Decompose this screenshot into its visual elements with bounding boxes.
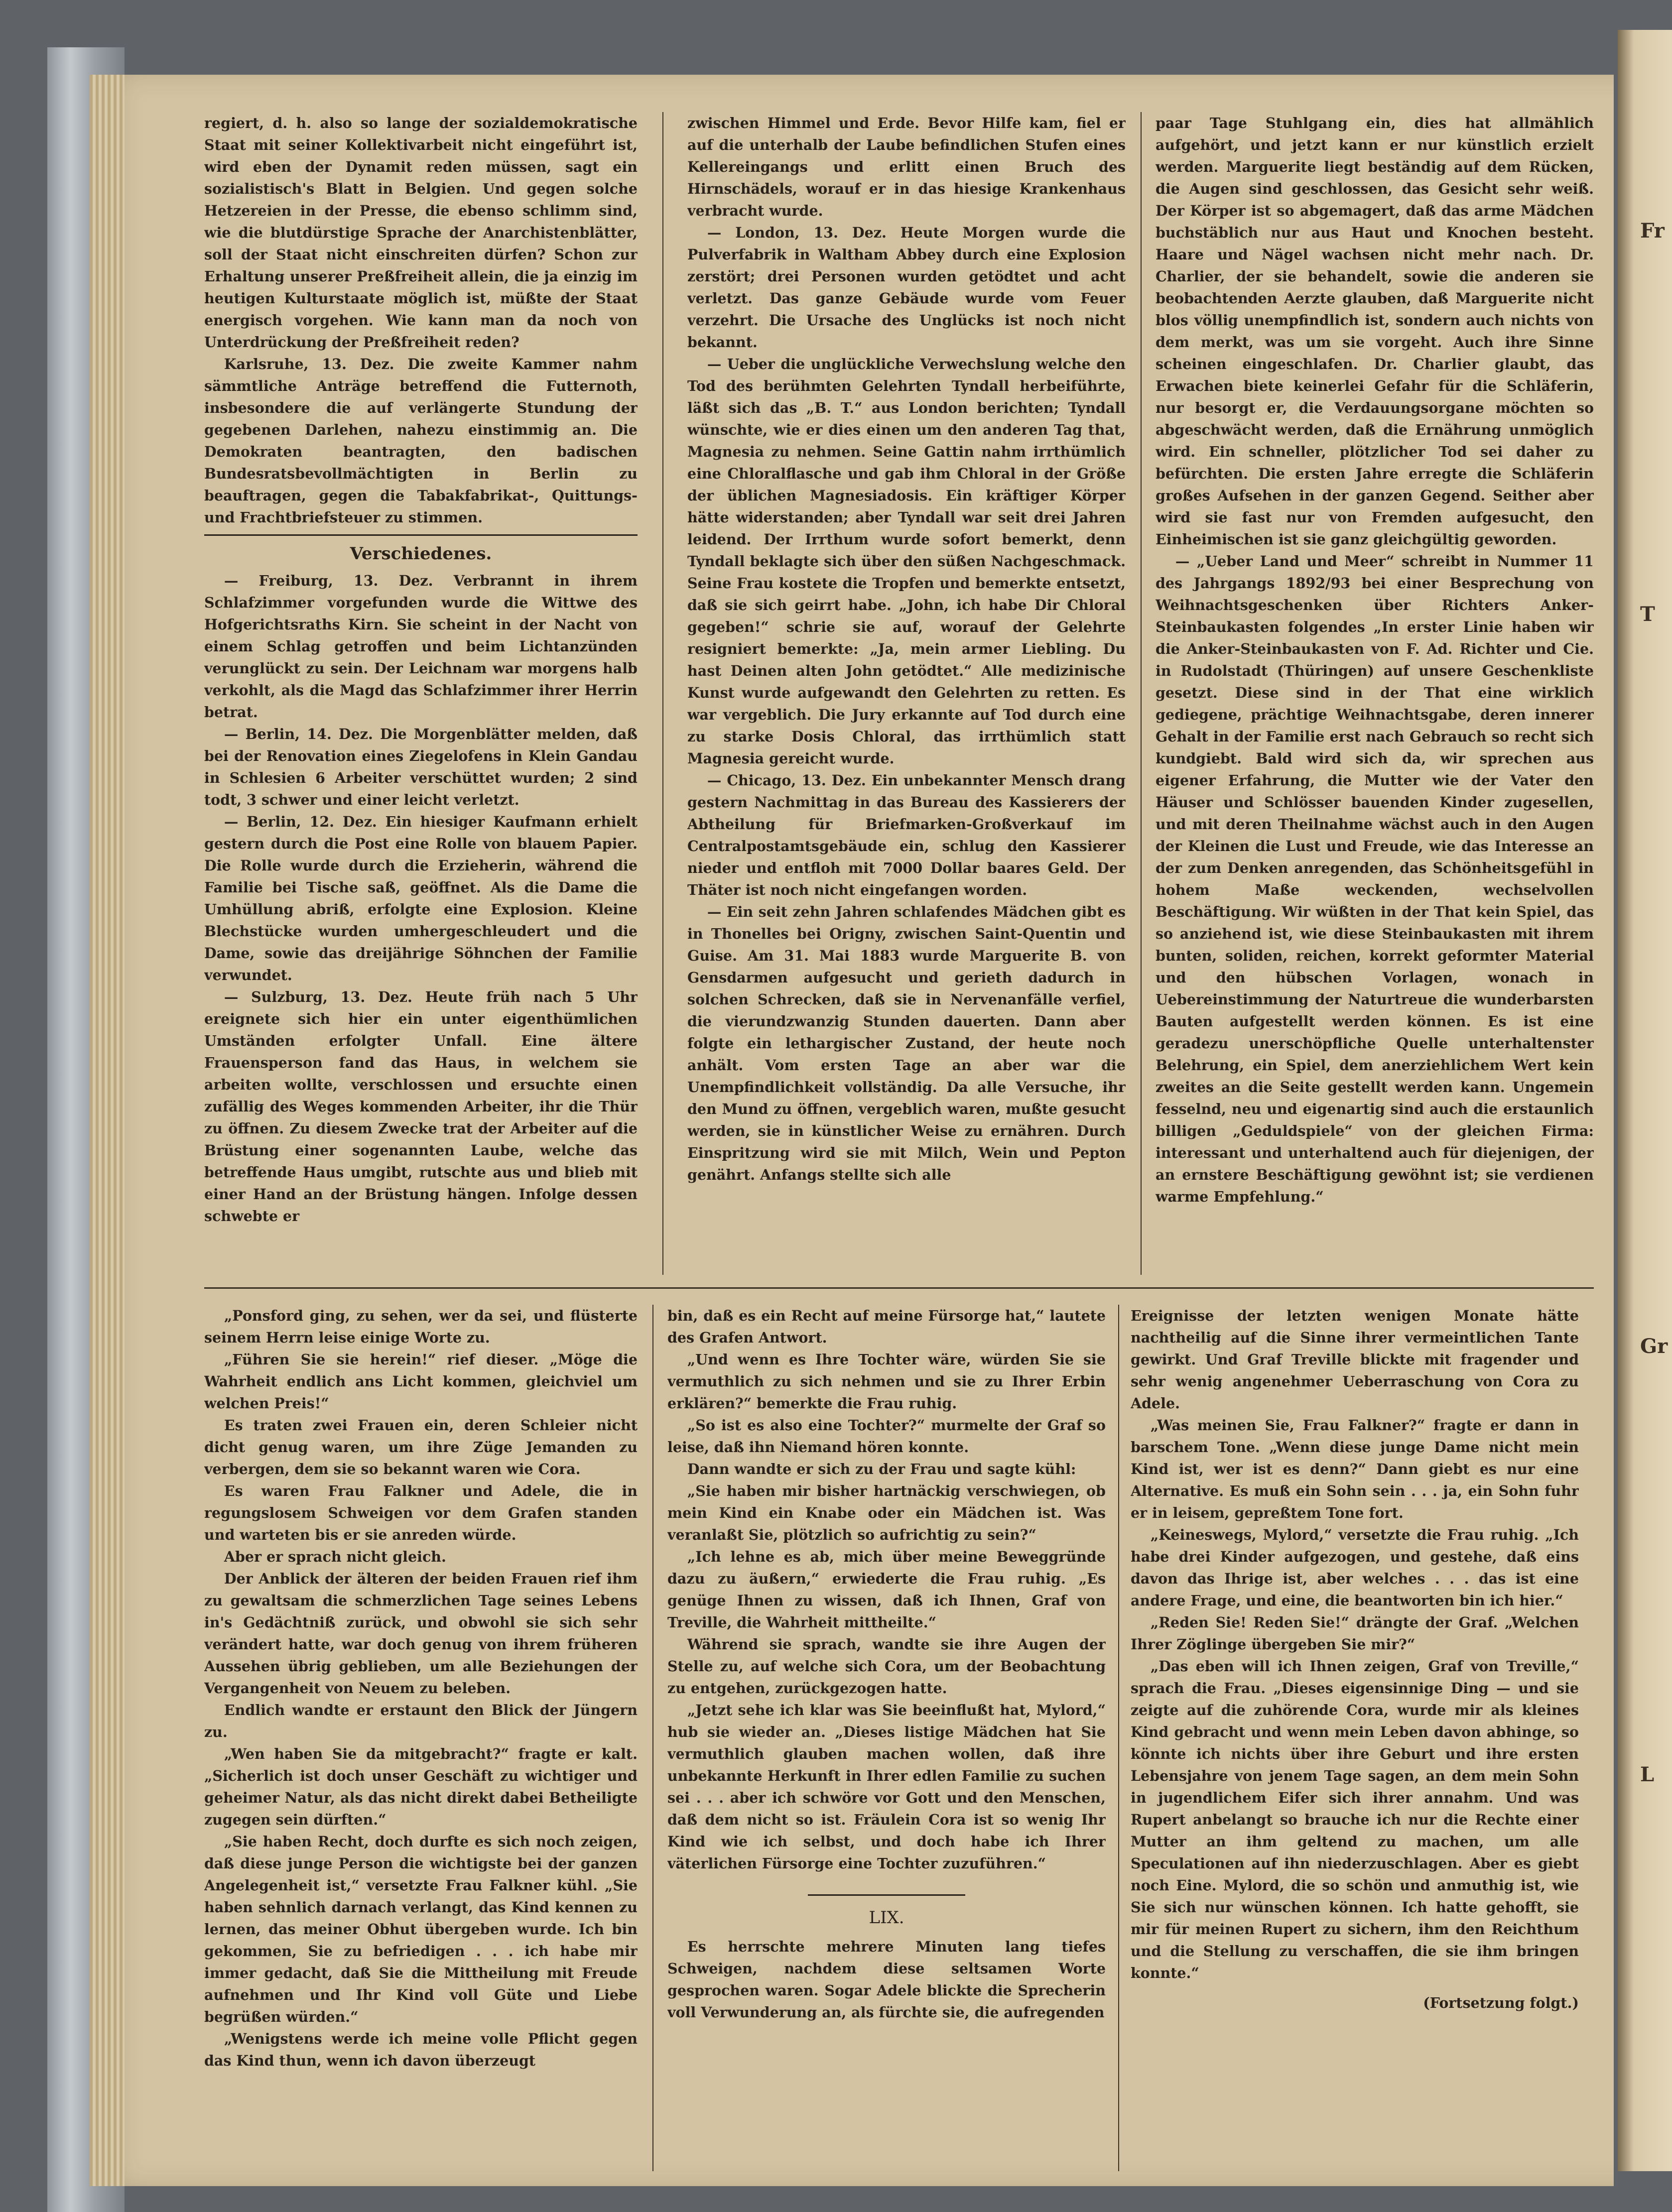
news-item: — Freiburg, 13. Dez. Verbrannt in ihrem Schlafzimmer vorgefunden wurde die Wittwe des Hofgerichtsraths Kirn. Sie scheint in der Nacht von einem Schlag getroffen und beim Lichtanzünden verunglückt zu sein. Der Leichnam war morgens halb verkohlt, als die Magd das Schlafzimmer ihrer Herrin betrat. — [204, 572, 638, 721]
facing-page-fragment: Fr — [1640, 219, 1665, 243]
section-divider — [204, 534, 638, 536]
lower-column-3 — [1131, 1305, 1579, 2171]
story-paragraph: „Was meinen Sie, Frau Falkner?“ fragte er dann in barschem Tone. „Wenn diese junge Dame nicht mein Kind ist, wer ist es denn?“ Dann giebt es nur eine Alternative. Es muß ein Sohn sein . . . ja, ein Sohn fuhr er in leisem, gepreßtem Tone fort. — [1131, 1417, 1579, 1521]
story-paragraph: „Reden Sie! Reden Sie!“ drängte der Graf. „Welchen Ihrer Zöglinge übergeben Sie mir?“ — [1131, 1614, 1579, 1653]
story-paragraph: „Sie haben mir bisher hartnäckig verschwiegen, ob mein Kind ein Knabe oder ein Mädchen ist. Was veranlaßt Sie, plötzlich so aufrichtig zu sein?“ — [667, 1482, 1106, 1543]
story-paragraph: „Ich lehne es ab, mich über meine Beweggründe dazu zu äußern,“ erwiederte die Frau ruhig. „Es genüge Ihnen zu wissen, daß ich Ihnen, Graf von Treville, die Wahrheit mittheilte.“ — [667, 1548, 1106, 1631]
news-item: — „Ueber Land und Meer“ schreibt in Nummer 11 des Jahrgangs 1892/93 bei einer Besprechung von Weihnachtsgeschenken über Richters Anker-Steinbaukasten folgendes „In erster Linie haben wir die Anker-Steinbaukasten von F. Ad. Richter und Cie. in Rudolstadt (Thüringen) auf unsere Geschenkliste gesetzt. Diese sind in der That eine wirklich gediegene, prächtige Weihnachtsgabe, deren innerer Gehalt in der Familie erst nach Gebrauch so recht sich kundgiebt. Bald wird sich da, wir sprechen aus eigener Erfahrung, die Mutter wie der Vater den Häuser und Schlösser bauenden Kinder zugesellen, und mit deren Theilnahme wächst auch in den Augen der Kleinen die Lust und Freude, wie das Interesse an der zum Denken anregenden, das Schönheitsgefühl in hohem Maße weckenden, wechselvollen Beschäftigung. Wir wüßten in der That kein Spiel, das so anziehend ist, wie diese Steinbaukasten mit ihrem bunten, soliden, reichen, korrekt geformter Material und den hübschen Vorlagen, wonach in Uebereinstimmung der Naturtreue die wunderbarsten Bauten aufgestellt werden können. Es ist eine geradezu unerschöpfliche Quelle unterhaltenster Belehrung, ein Spiel, dem anerziehlichem Wert kein zweites an die Seite gestellt werden kann. Ungemein fesselnd, neu und eigenartig sind auch die erstaunlich billigen „Geduldspiele“ von der gleichen Firma: interessant und unterhaltend auch für diejenigen, der an ernstere Beschäftigung gewöhnt ist; sie verdienen warme Empfehlung.“ — [1156, 553, 1594, 1205]
story-paragraph: „Sie haben Recht, doch durfte es sich noch zeigen, daß diese junge Person die wichtigste bei der ganzen Angelegenheit ist,“ versetzte Frau Falkner kühl. „Sie haben sehnlich darnach verlangt, das Kind kennen zu lernen, das meiner Obhut übergeben wurde. Ich bin gekommen, Sie zu befriedigen . . . ich habe mir immer gedacht, daß Sie die Mittheilung mit Freude aufnehmen und Ihr Kind voll Güte und Liebe begrüßen würden.“ — [204, 1833, 638, 2025]
upper-column-1 — [204, 112, 638, 1275]
story-paragraph: Es waren Frau Falkner und Adele, die in regungslosem Schweigen vor dem Grafen standen und warteten bis er sie anreden würde. — [204, 1482, 638, 1543]
story-paragraph: „Jetzt sehe ich klar was Sie beeinflußt hat, Mylord,“ hub sie wieder an. „Dieses listige Mädchen hat Sie vermuthlich glauben machen wollen, daß ihre unbekannte Herkunft in Ihrer edlen Familie zu suchen sei . . . aber ich schwöre vor Gott und den Menschen, daß dem nicht so ist. Fräulein Cora ist so wenig Ihr Kind wie ich selbst, und doch habe ich Ihrer väterlichen Fürsorge eine Tochter zuzuführen.“ — [667, 1702, 1106, 1872]
lower-column-1 — [204, 1305, 638, 2171]
continuation-note: (Fortsetzung folgt.) — [1423, 1994, 1579, 2011]
story-paragraph: Aber er sprach nicht gleich. — [224, 1548, 446, 1565]
upper-column-3 — [1156, 112, 1594, 1275]
story-paragraph: „Keineswegs, Mylord,“ versetzte die Frau ruhig. „Ich habe drei Kinder aufgezogen, und gestehe, daß eins davon das Ihrige ist, aber welches . . . das ist eine andere Frage, und eine, die beantworten bin ich hier.“ — [1131, 1526, 1579, 1609]
story-paragraph: „Und wenn es Ihre Tochter wäre, würden Sie sie vermuthlich zu sich nehmen und sie zu Ihrer Erbin erklären?“ bemerkte die Frau ruhig. — [667, 1351, 1106, 1412]
news-item: — Sulzburg, 13. Dez. Heute früh nach 5 Uhr ereignete sich hier ein unter eigenthümlichen Umständen erfolgter Unfall. Eine ältere Frauensperson fand das Haus, in welchem sie arbeiten wollte, verschlossen und ersuchte einen zufällig des Weges kommenden Arbeiter, ihr die Thür zu öffnen. Zu diesem Zwecke trat der Arbeiter auf die Brüstung einer sogenannten Laube, welche das betreffende Haus umgibt, rutschte aus und blieb mit einer Hand an der Brüstung hängen. Infolge dessen schwebte er — [204, 988, 638, 1225]
story-paragraph: „Wen haben Sie da mitgebracht?“ fragte er kalt. „Sicherlich ist doch unser Geschäft zu wichtiger und geheimer Natur, als das nicht direkt dabei Betheiligte zugegen sein dürften.“ — [204, 1745, 638, 1828]
story-paragraph: Während sie sprach, wandte sie ihre Augen der Stelle zu, auf welche sich Cora, um der Beobachtung zu entgehen, zurückgezogen hatte. — [667, 1636, 1106, 1697]
facing-page-fragment: Gr — [1640, 1335, 1668, 1358]
section-separator — [204, 1287, 1594, 1289]
story-paragraph: Es herrschte mehrere Minuten lang tiefes Schweigen, nachdem diese seltsamen Worte gesprochen waren. Sogar Adele blickte die Sprecherin voll Verwunderung an, als fürchte sie, die aufregenden — [667, 1938, 1106, 2021]
story-paragraph: „So ist es also eine Tochter?“ murmelte der Graf so leise, daß ihn Niemand hören konnte. — [667, 1417, 1106, 1456]
article-paragraph: Karlsruhe, 13. Dez. Die zweite Kammer nahm sämmtliche Anträge betreffend die Futternoth, insbesondere die auf verlängerte Stundung der gegebenen Darlehen, nahezu einstimmig an. Die Demokraten beantragten, den badischen Bundesratsbevollmächtigten in Berlin zu beauftragen, gegen die Tabakfabrikat-, Quittungs- und Frachtbriefsteuer zu stimmen. — [204, 356, 638, 526]
article-paragraph: regiert, d. h. also so lange der sozialdemokratische Staat mit seiner Kollektivarbeit nicht eingeführt ist, wird eben der Dynamit reden müssen, sagt ein sozialistisch's Blatt in Belgien. Und gegen solche Hetzereien in der Presse, die ebenso schlimm sind, wie die blutdürstige Sprache der Anarchistenblätter, soll der Staat nicht einschreiten dürfen? Schon zur Erhaltung unserer Preßfreiheit allein, die ja einzig im heutigen Kulturstaate möglich ist, müßte der Staat energisch vorgehen. Wie kann man da noch von Unterdrückung der Preßfreiheit reden? — [204, 115, 638, 351]
news-item: paar Tage Stuhlgang ein, dies hat allmählich aufgehört, und jetzt kann er nur künstlich erzielt werden. Marguerite liegt beständig auf dem Rücken, die Augen sind geschlossen, das Gesicht sehr weiß. Der Körper ist so abgemagert, daß das arme Mädchen buchstäblich nur aus Haut und Knochen besteht. Haare und Nägel wachsen nicht mehr nach. Dr. Charlier, der sie behandelt, sowie die anderen sie beobachtenden Aerzte glauben, daß Marguerite nicht blos völlig unempfindlich ist, sondern auch nichts von dem merkt, was um sie vorgeht. Auch ihre Sinne scheinen eingeschlafen. Dr. Charlier glaubt, das Erwachen biete keinerlei Gefahr für die Schläferin, nur besorgt er, die Verdauungsorgane möchten so abgeschwächt werden, daß die Ernährung unmöglich wird. Ein schneller, plötzlicher Tod sei daher zu befürchten. Die ersten Jahre erregte die Schläferin großes Aufsehen in der ganzen Gegend. Seither aber wird sie fast nur von Fremden aufgesucht, den Einheimischen ist sie ganz gleichgültig geworden. — [1156, 115, 1594, 548]
story-paragraph: bin, daß es ein Recht auf meine Fürsorge hat,“ lautete des Grafen Antwort. — [667, 1307, 1106, 1346]
story-paragraph: „Das eben will ich Ihnen zeigen, Graf von Treville,“ sprach die Frau. „Dieses eigensinnige Ding — und sie zeigte auf die zuhörende Cora, wurde mir als kleines Kind gebracht und wenn mein Leben davon abhinge, so könnte ich nichts über ihre Geburt und ihre ersten Lebensjahre von jenem Tage sagen, an dem mein Sohn in jugendlichem Eifer sich ihrer annahm. Und was Rupert anbelangt so brauche ich nur die Rechte einer Mutter an ihm geltend zu machen, um alle Speculationen auf ihn niederzuschlagen. Aber es giebt noch Eine. Mylord, die so schön und anmuthig ist, wie Sie sich nur wünschen können. Ich hatte gehofft, sie mir für meinen Rupert zu sichern, ihm den Reichthum und die Stellung zu verschaffen, die sie ihm bringen konnte.“ — [1131, 1658, 1579, 1981]
chapter-number: LIX. — [869, 1908, 904, 1928]
news-item: zwischen Himmel und Erde. Bevor Hilfe kam, fiel er auf die unterhalb der Laube befindlichen Stufen eines Kellereingangs und erlitt einen Bruch des Hirnschädels, worauf er in das hiesige Krankenhaus verbracht wurde. — [687, 115, 1126, 219]
story-paragraph: Ereignisse der letzten wenigen Monate hätte nachtheilig auf die Sinne ihrer vermeintlichen Tante gewirkt. Und Graf Treville blickte mit fragender und sehr wenig angenehmer Ueberraschung von Cora zu Adele. — [1131, 1307, 1579, 1412]
story-paragraph: „Ponsford ging, zu sehen, wer da sei, und flüsterte seinem Herrn leise einige Worte zu. — [204, 1307, 638, 1346]
column-rule — [1141, 112, 1142, 1275]
news-item: — London, 13. Dez. Heute Morgen wurde die Pulverfabrik in Waltham Abbey durch eine Explosion zerstört; drei Personen wurden getödtet und acht verletzt. Das ganze Gebäude wurde vom Feuer verzehrt. Die Ursache des Unglücks ist noch nicht bekannt. — [687, 224, 1126, 351]
news-item: — Ein seit zehn Jahren schlafendes Mädchen gibt es in Thonelles bei Origny, zwischen Saint-Quentin und Guise. Am 31. Mai 1883 wurde Marguerite B. von Gensdarmen aufgesucht und gerieth dadurch in solchen Schrecken, daß sie in Nervenanfälle verfiel, die vierundzwanzig Stunden dauerten. Dann aber folgte ein lethargischer Zustand, der heute noch anhält. Vom ersten Tage an aber war die Unempfindlichkeit vollständig. Da alle Versuche, ihr den Mund zu öffnen, vergeblich waren, mußte gesucht werden, sie in künstlicher Weise zu ernähren. Durch Einspritzung wird sie mit Milch, Wein und Pepton genährt. Anfangs stellte sich alle — [687, 903, 1126, 1183]
story-paragraph: „Führen Sie sie herein!“ rief dieser. „Möge die Wahrheit endlich ans Licht kommen, gleichviel um welchen Preis!“ — [204, 1351, 638, 1412]
news-item: — Ueber die unglückliche Verwechslung welche den Tod des berühmten Gelehrten Tyndall herbeiführte, läßt sich das „B. T.“ aus London berichten; Tyndall wünschte, wie er dies einen um den anderen Tag that, Magnesia zu nehmen. Seine Gattin nahm irrthümlich eine Chloralflasche und gab ihm Chloral in der Größe der üblichen Magnesiadosis. Ein kräftiger Körper hätte widerstanden; aber Tyndall war seit drei Jahren leidend. Der Irrthum wurde sofort bemerkt, denn Tyndall beklagte sich über den süßen Nachgeschmack. Seine Frau kostete die Tropfen und bemerkte entsetzt, daß sie sich geirrt habe. „John, ich habe Dir Chloral gegeben!“ schrie sie auf, worauf der Gelehrte resigniert bemerkte: „Ja, mein armer Liebling. Du hast Deinen alten John getödtet.“ Alle medizinische Kunst wurde aufgewandt den Gelehrten zu retten. Es war vergeblich. Die Jury erkannte auf Tod durch eine zu starke Dosis Chloral, das irrthümlich statt Magnesia gereicht wurde. — [687, 356, 1126, 767]
upper-column-2 — [687, 112, 1126, 1275]
news-item: — Berlin, 14. Dez. Die Morgenblätter melden, daß bei der Renovation eines Ziegelofens in Klein Gandau in Schlesien 6 Arbeiter verschüttet wurden; 2 sind todt, 3 schwer und einer leicht verletzt. — [204, 726, 638, 808]
story-paragraph: „Wenigstens werde ich meine volle Pflicht gegen das Kind thun, wenn ich davon überzeugt — [204, 2030, 638, 2069]
stacked-page-edges — [90, 75, 125, 2186]
news-item: — Berlin, 12. Dez. Ein hiesiger Kaufmann erhielt gestern durch die Post eine Rolle von blauem Papier. Die Rolle wurde durch die Erzieherin, während die Familie bei Tische saß, geöffnet. Als die Dame die Umhüllung abriß, erfolgte eine Explosion. Kleine Blechstücke wurden umhergeschleudert und die Dame, sowie das dreijährige Söhnchen der Familie verwundet. — [204, 813, 638, 983]
column-rule — [652, 1305, 653, 2171]
chapter-rule — [808, 1894, 966, 1896]
story-paragraph: Dann wandte er sich zu der Frau und sagte kühl: — [687, 1461, 1076, 1477]
news-item: — Chicago, 13. Dez. Ein unbekannter Mensch drang gestern Nachmittag in das Bureau des Kassierers der Abtheilung für Briefmarken-Großverkauf im Centralpostamtsgebäude ein, schlug den Kassierer nieder und entfloh mit 7000 Dollar baares Geld. Der Thäter ist noch nicht eingefangen worden. — [687, 772, 1126, 898]
column-rule — [1118, 1305, 1119, 2171]
column-rule — [662, 112, 663, 1275]
lower-column-2 — [667, 1305, 1106, 2171]
facing-page-fragment: L — [1640, 1763, 1655, 1786]
facing-page-edge — [1618, 30, 1672, 2171]
story-paragraph: Es traten zwei Frauen ein, deren Schleier nicht dicht genug waren, um ihre Züge Jemanden zu verbergen, dem sie so bekannt waren wie Cora. — [204, 1417, 638, 1477]
story-paragraph: Endlich wandte er erstaunt den Blick der Jüngern zu. — [204, 1702, 638, 1740]
story-paragraph: Der Anblick der älteren der beiden Frauen rief ihm zu gewaltsam die schmerzlichen Tage seines Lebens in's Gedächtniß zurück, und obwohl sie sich sehr verändert hatte, war doch genug von ihrem früheren Aussehen übrig geblieben, um alle Beziehungen der Vergangenheit von Neuem zu beleben. — [204, 1570, 638, 1697]
facing-page-fragment: T — [1640, 603, 1655, 626]
section-heading: Verschiedenes. — [350, 544, 492, 564]
